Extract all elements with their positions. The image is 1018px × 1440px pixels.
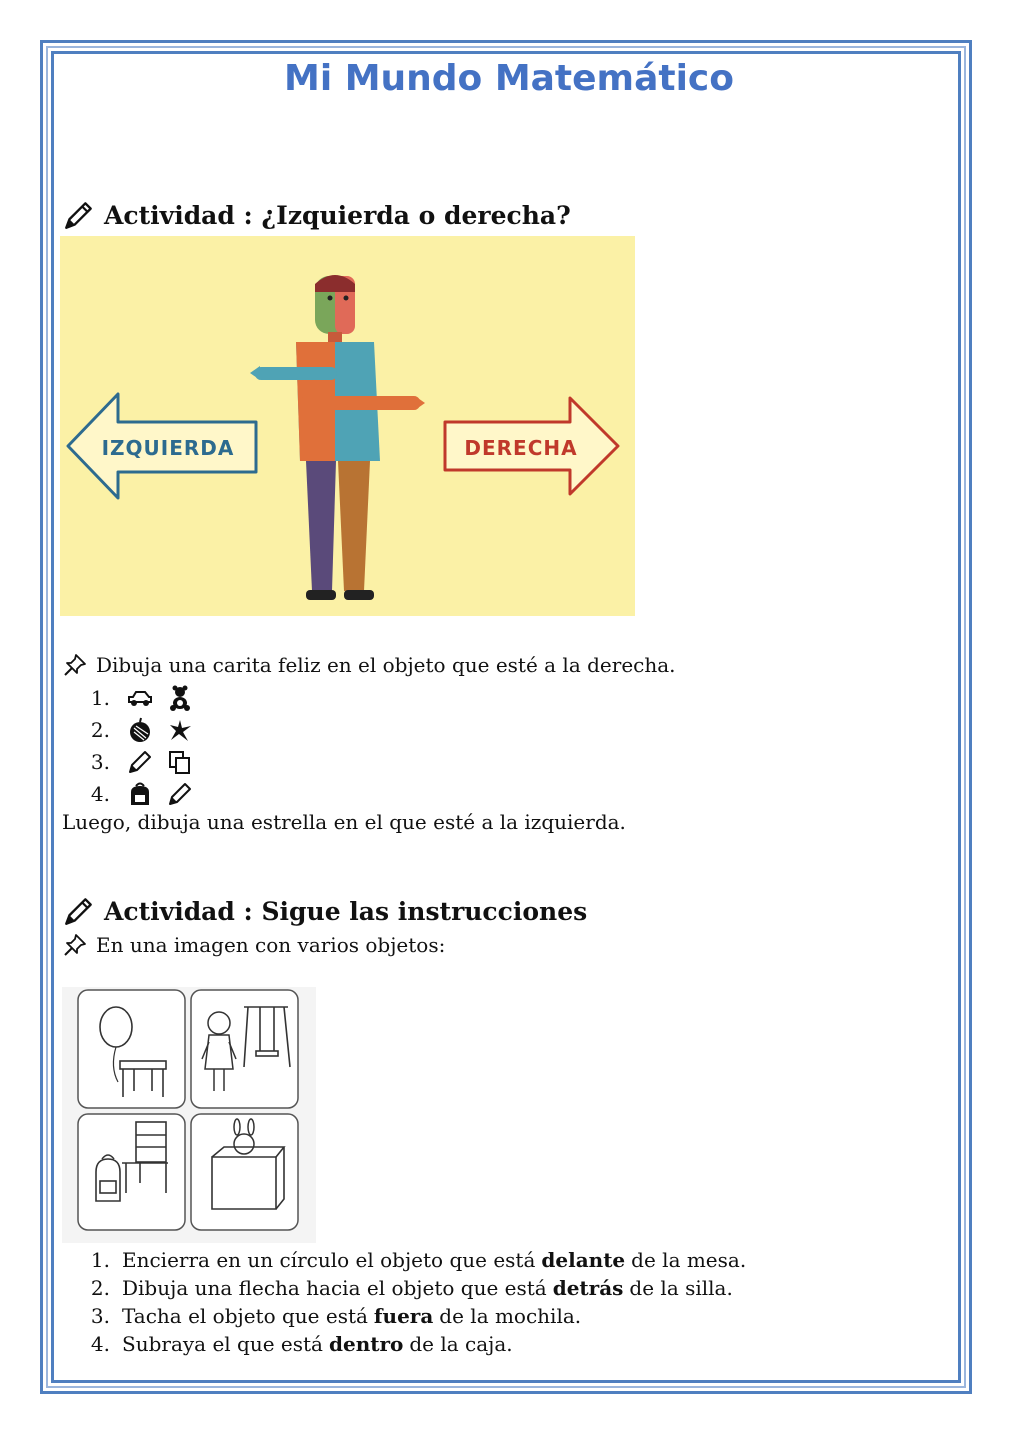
box-icon [212, 1147, 284, 1209]
activity2-instruction-text: En una imagen con varios objetos: [96, 933, 446, 957]
list-item: 2. Dibuja una flecha hacia el objeto que está detrás de la silla. [90, 1276, 733, 1300]
right-label: DERECHA [464, 436, 578, 460]
pushpin-icon [62, 932, 88, 958]
pencil-icon [166, 780, 194, 808]
car-icon [126, 684, 154, 712]
balloon-table-panel [78, 990, 185, 1108]
activity1-followup: Luego, dibuja una estrella en el que esté a la izquierda. [62, 810, 626, 834]
girl-swing-panel [191, 990, 298, 1108]
pushpin-icon [62, 652, 88, 678]
objects-grid-illustration [62, 987, 316, 1243]
banana-icon [166, 716, 194, 744]
activity1-instruction [62, 652, 676, 678]
backpack-icon [126, 780, 154, 808]
backpack-chair-panel [78, 1114, 185, 1230]
left-label: IZQUIERDA [101, 436, 235, 460]
list-item: 4. Subraya el que está dentro de la caja. [90, 1332, 513, 1356]
instructions-list [62, 1246, 746, 1358]
activity2-heading-text: Actividad : Sigue las instrucciones [104, 896, 588, 926]
person-figure [250, 275, 425, 600]
pencil-icon [126, 748, 154, 776]
pencil-icon [62, 198, 96, 232]
object-pairs-list [62, 682, 206, 810]
activity2-heading [62, 894, 587, 928]
list-item: 3. [62, 746, 206, 778]
teddy-bear-icon [166, 684, 194, 712]
activity1-heading [62, 198, 571, 232]
notebook-icon [166, 748, 194, 776]
activity2-instruction [62, 932, 445, 958]
activity1-heading-text: Actividad : ¿Izquierda o derecha? [104, 200, 571, 230]
list-item: 4. [62, 778, 206, 810]
list-item: 1. [62, 682, 206, 714]
activity1-instruction-text: Dibuja una carita feliz en el objeto que esté a la derecha. [96, 653, 676, 677]
list-item: 3. Tacha el objeto que está fuera de la mochila. [90, 1304, 582, 1328]
page-title: Mi Mundo Matemático [284, 58, 734, 99]
apple-icon [126, 716, 154, 744]
pencil-icon [62, 894, 96, 928]
bunny-box-panel [191, 1114, 298, 1230]
list-item: 1. Encierra en un círculo el objeto que está delante de la mesa. [90, 1248, 747, 1272]
left-right-illustration [60, 236, 635, 616]
list-item: 2. [62, 714, 206, 746]
